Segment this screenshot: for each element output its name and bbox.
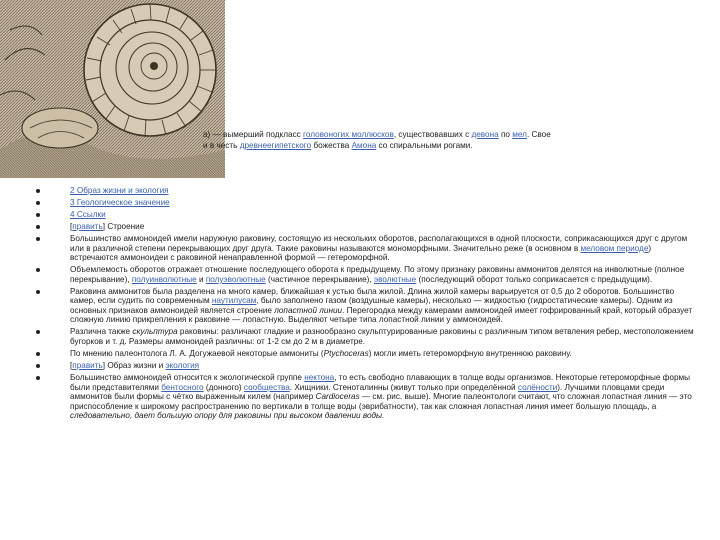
intro-line-1 [203, 129, 703, 140]
text-run: Большинство аммоноидей имели наружную раковину, состоящую из нескольких оборотов, располагающихся в одной плоскости, соприкасающихся друг с другом или в различной степени перекрывающих друг друга. Такие раковины называются мономорфными. Значительно реже (в основном в [70, 233, 688, 253]
article-link[interactable]: эволютные [373, 274, 417, 284]
text-run: ) могли иметь гетероморфную внутреннюю раковину. [368, 349, 572, 359]
text-run: Большинство аммоноидей относится к экологической группе [70, 373, 305, 382]
article-link[interactable]: солёности [517, 382, 558, 392]
text-run: со спиральными рогами. [376, 141, 473, 150]
text-run: По мнению палеонтолога Л. А. Догужаевой некоторые аммониты ( [70, 349, 324, 359]
article-link[interactable]: Амона [351, 141, 377, 150]
article-intro [203, 129, 703, 151]
text-run: (донного) [203, 382, 244, 392]
article-link[interactable]: наутилусам [211, 296, 257, 306]
ammonite-illustration [0, 0, 225, 178]
list-item [36, 361, 700, 371]
text-run: ] Строение [102, 221, 145, 231]
text-run: и [196, 274, 206, 284]
text-run: Различна также [70, 327, 133, 337]
bullet-icon [36, 213, 40, 217]
list-item [36, 222, 700, 232]
article-link[interactable]: 4 Ссылки [70, 209, 106, 219]
article-link[interactable]: головоногих моллюсков [303, 130, 394, 139]
bullet-icon [36, 364, 40, 368]
text-run: Раковина аммонитов была разделена на много камер, ближайшая к устью была жилой. Длина жилой камеры варьируется от 0,5 до 2 оборотов. Большинство камер, если судить по современным [70, 286, 675, 306]
bullet-icon [36, 330, 40, 334]
article-link[interactable]: 3 Геологическое значение [70, 197, 170, 207]
article-link[interactable]: меловом периоде [580, 243, 649, 253]
bullet-icon [36, 237, 40, 241]
article-link[interactable]: древнеегипетского [239, 141, 312, 150]
text-run: (частичное перекрывание), [265, 274, 374, 284]
article-link[interactable]: экология [165, 361, 200, 371]
text-run: , то есть свободно плавающих в толще воды организмов. Некоторые гетероморфные формы были представителями [70, 373, 691, 392]
list-item [36, 373, 700, 421]
bullet-icon [36, 189, 40, 193]
bullet-icon [36, 268, 40, 272]
article-link[interactable]: бентосного [161, 382, 204, 392]
text-run: по [498, 130, 513, 139]
text-run: , существовавших с [393, 130, 472, 139]
list-item [36, 265, 700, 284]
bullet-icon [36, 376, 40, 380]
emphasis-text: лопастной линии [274, 305, 343, 315]
bullet-icon [36, 290, 40, 294]
article-link[interactable]: править [72, 221, 103, 231]
article-link[interactable]: править [72, 361, 103, 371]
list-item [36, 327, 700, 346]
list-item [36, 349, 700, 359]
intro-line-2 [203, 140, 703, 151]
article-link[interactable]: 2 Образ жизни и экология [70, 186, 169, 195]
emphasis-text: скульптура [132, 327, 178, 337]
text-run: [ [70, 361, 73, 371]
article-link[interactable]: мел [512, 130, 527, 139]
bullet-icon [36, 225, 40, 229]
text-run: [ [70, 221, 73, 231]
bullet-icon [36, 201, 40, 205]
article-link[interactable]: девона [471, 130, 499, 139]
article-link[interactable]: сообщества [243, 382, 290, 392]
emphasis-text: Ptychoceras [323, 349, 369, 359]
text-run: — см. рис. выше). Многие палеонтологи считают, что сложная лопастная линия — это приспособление к широкому распространению по вертикали в толще воды (эврибатности), так как сложная лопастная линия имеет большую площадь, а [70, 392, 692, 411]
article-link[interactable]: нектона [304, 373, 335, 382]
article-link[interactable]: полуинволютные [131, 274, 197, 284]
article-link[interactable]: полуэволютные [205, 274, 266, 284]
text-run: а) — вымерший подкласс [203, 130, 304, 139]
text-run: и в честь [203, 141, 240, 150]
text-run: . Перегородка между камерами аммоноидей имеет гофрированный край, который образует сложную линию прикрепления к раковине — лопастную. Выделяют четыре типа лопастной линии у аммоноидей. [70, 305, 693, 325]
text-run: божества [311, 141, 352, 150]
article-bullet-list [36, 186, 700, 423]
text-run: Объемлемость оборотов отражает отношение последующего оборота к предыдущему. По этому признаку раковины аммонитов делятся на инволютные (полное перекрывание), [70, 265, 685, 284]
text-run: ) встречаются аммоноидеи с раковиной ненаправленной формой — гетероморфной. [70, 243, 652, 263]
list-item [36, 186, 700, 196]
ammonite-icon [0, 0, 225, 178]
list-item [36, 287, 700, 325]
list-item [36, 198, 700, 208]
list-item [36, 210, 700, 220]
text-run: (последующий оборот только соприкасается с предыдущим). [416, 274, 653, 284]
bullet-icon [36, 352, 40, 356]
text-run: раковины: различают гладкие и разнообразно скульптурированные раковины с различным типом ветвления ребер, местоположением бугорков и т. д. Размеры аммоноидей различны: от 1-2 см до 2 м в диаметре. [70, 327, 694, 347]
text-run: ] Образ жизни и [102, 361, 166, 371]
text-run: , было заполнено газом (воздушные камеры), несколько — жидкостью (гидростатические камеры). Одним из основных признаков аммоноидей является строение [70, 296, 673, 315]
emphasis-text: следовательно, дает большую опору для раковины при высоком давлении воды. [70, 411, 385, 421]
text-run: . Свое [526, 130, 551, 139]
list-item [36, 234, 700, 263]
text-run: . Хищники. Стеноталинны (живут только при определённой [289, 382, 518, 392]
emphasis-text: Cardioceras [315, 392, 360, 402]
text-run: ). Лучшими пловцами среди аммонитов были формы с чётко выраженным килем (например [70, 382, 665, 402]
